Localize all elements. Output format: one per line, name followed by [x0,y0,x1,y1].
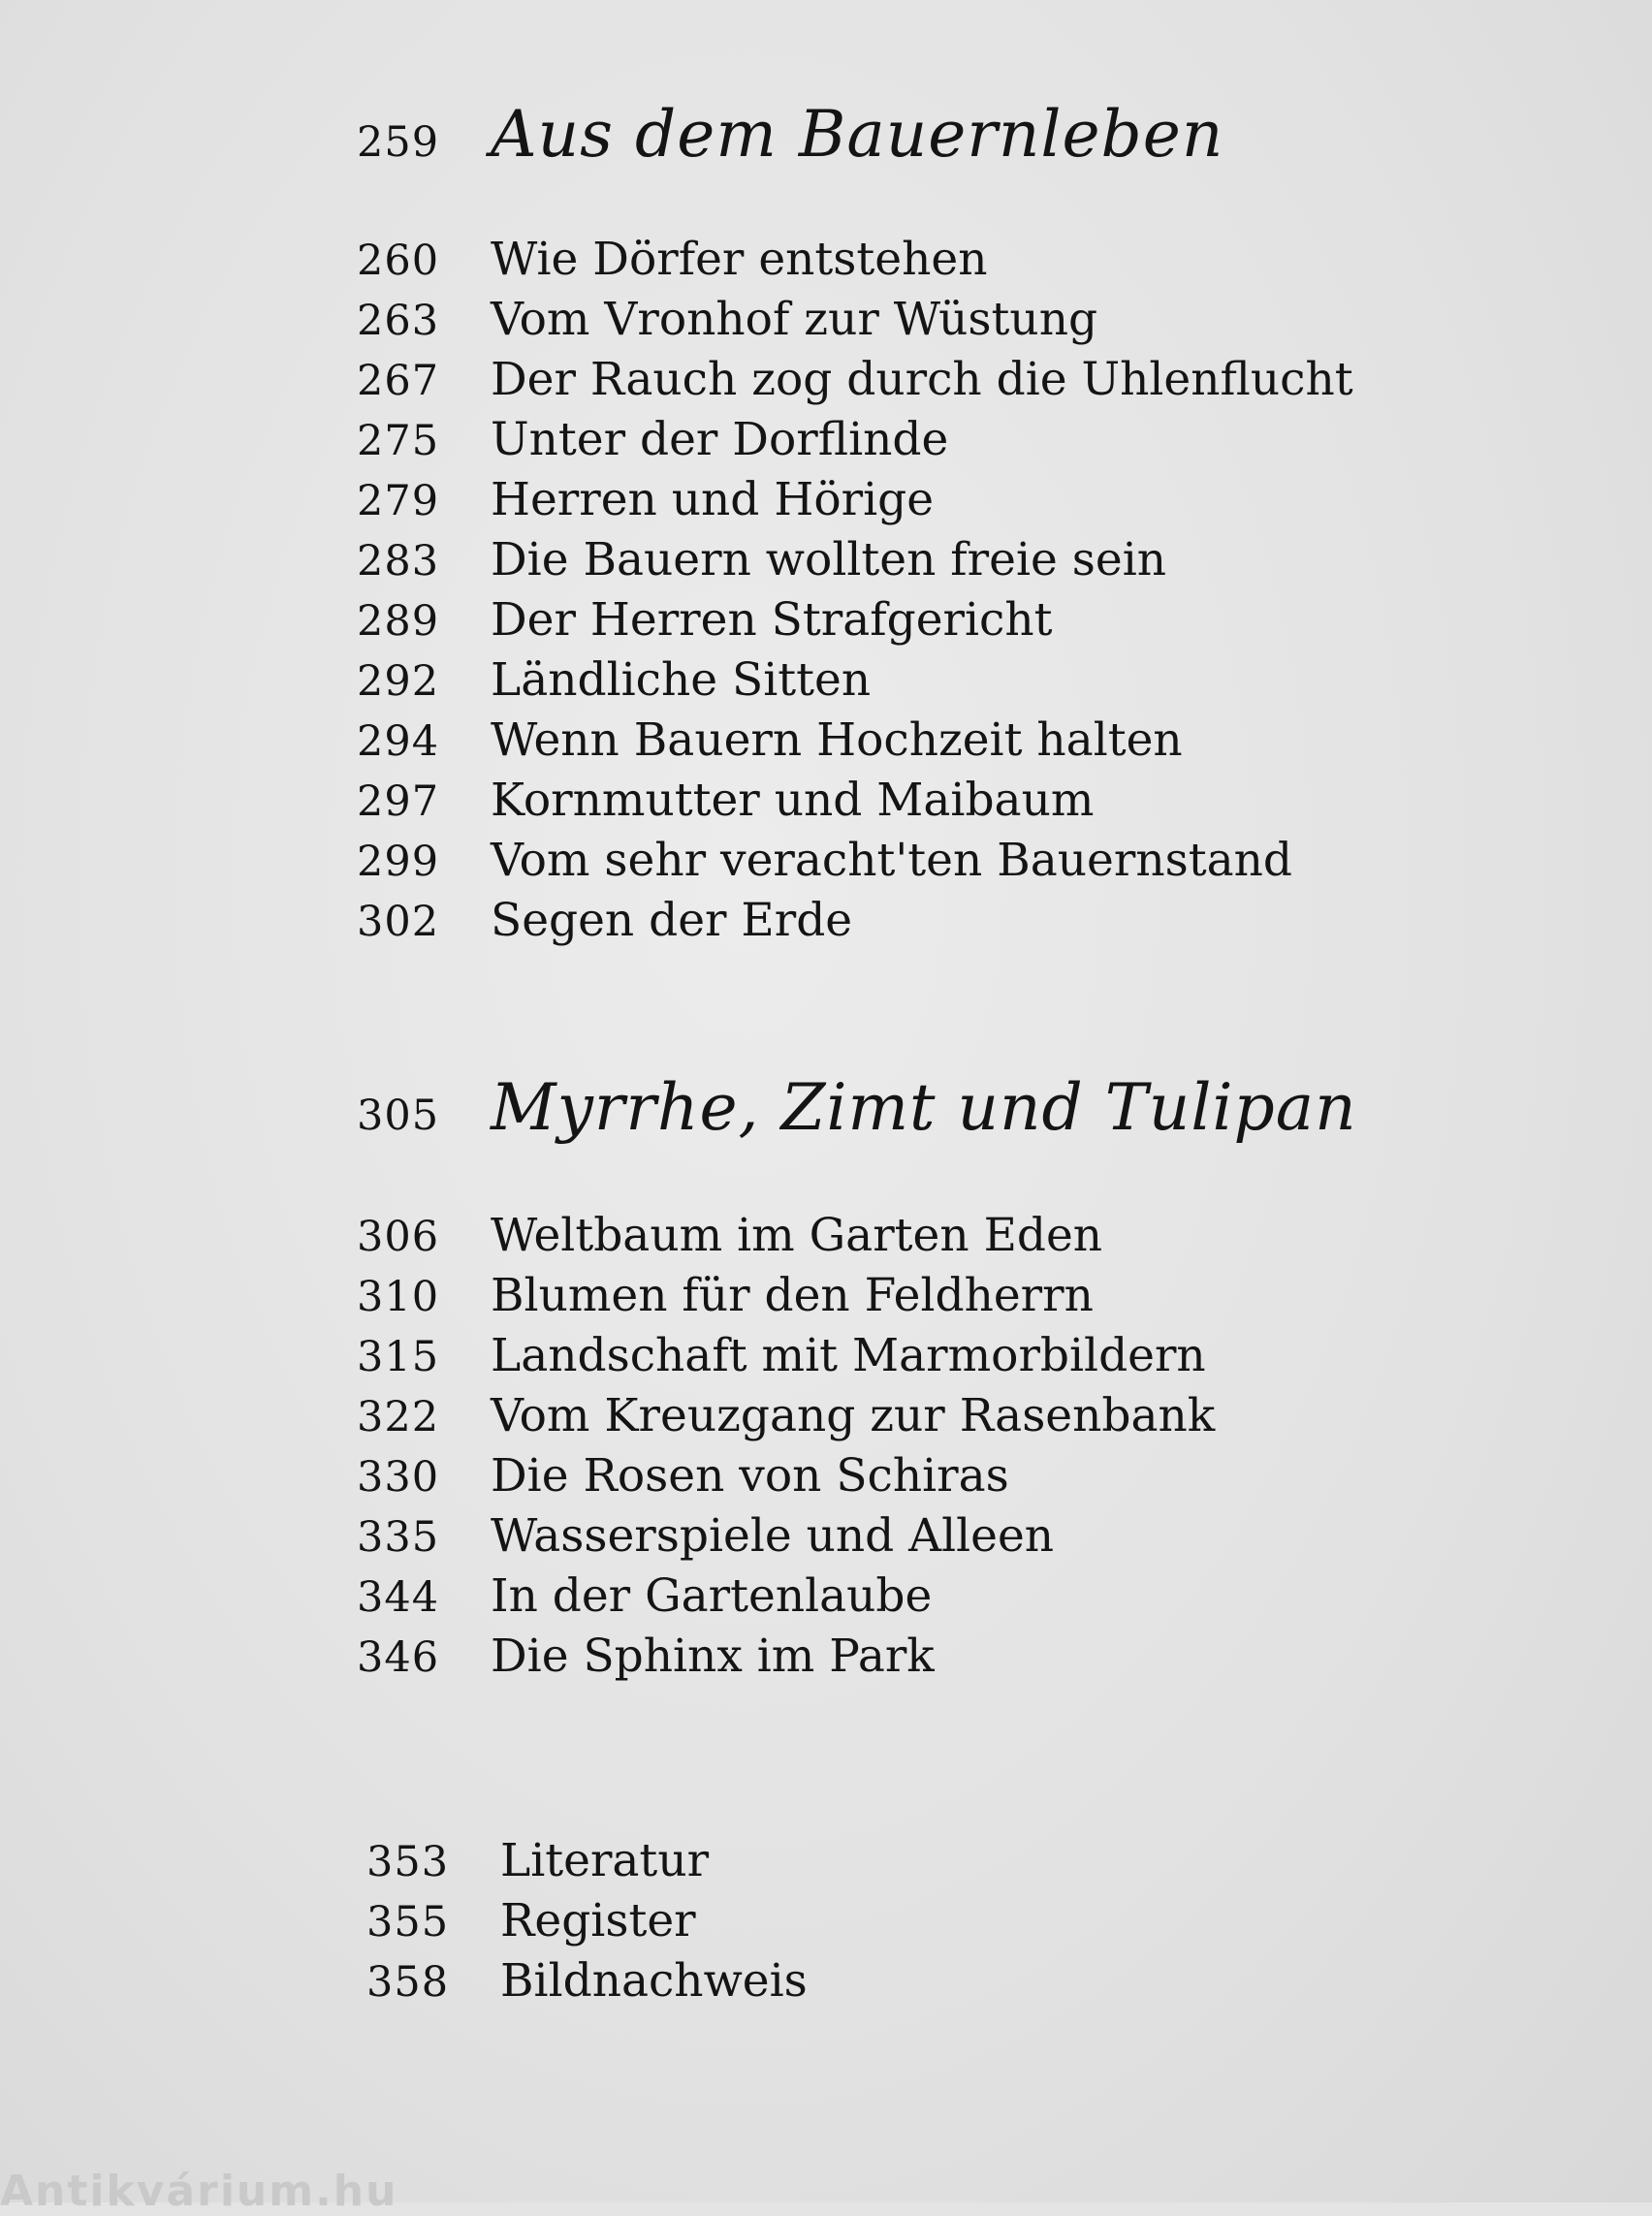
toc-entry [357,1389,1215,1449]
toc-title: Vom Kreuzgang zur Rasenbank [491,1389,1216,1442]
toc-page-number: 315 [357,1333,440,1381]
heading-page-number: 259 [357,118,440,167]
toc-title: Die Sphinx im Park [491,1630,935,1683]
toc-page-number: 263 [357,297,440,345]
heading-title: Aus dem Bauernleben [491,97,1224,172]
toc-title: Die Bauern wollten freie sein [491,533,1166,586]
toc-page-number: 302 [357,898,440,946]
toc-entry [357,894,1353,954]
toc-page-number: 260 [357,237,440,285]
toc-page-number: 355 [366,1898,450,1947]
toc-title: Weltbaum im Garten Eden [491,1209,1103,1262]
toc-page-number: 292 [357,657,440,706]
toc-title: Wie Dörfer entstehen [491,233,988,286]
toc-title: Vom Vronhof zur Wüstung [491,293,1098,346]
toc-entry [366,1834,808,1894]
toc-entry [366,1894,808,1954]
toc-list-back-matter [366,1834,808,2014]
toc-title: Herren und Hörige [491,473,935,526]
toc-page-number: 279 [357,477,440,525]
toc-page-number: 306 [357,1213,440,1261]
heading-row [357,1070,1357,1145]
toc-title: Unter der Dorflinde [491,413,949,466]
heading-page-number: 305 [357,1092,440,1140]
toc-page-number: 346 [357,1633,440,1682]
toc-title: Die Rosen von Schiras [491,1449,1009,1503]
toc-entry [357,713,1353,774]
toc-entry [357,293,1353,353]
toc-page-number: 358 [366,1958,450,2007]
toc-page-number: 330 [357,1453,440,1502]
toc-page-number: 353 [366,1838,450,1886]
toc-entry [357,413,1353,473]
toc-page-number: 283 [357,537,440,586]
toc-page-number: 335 [357,1513,440,1562]
toc-title: Vom sehr veracht'ten Bauernstand [491,834,1292,887]
toc-title: In der Gartenlaube [491,1569,933,1623]
heading-row [357,97,1224,172]
toc-list [357,1209,1215,1690]
toc-title: Wenn Bauern Hochzeit halten [491,713,1183,767]
toc-title: Der Rauch zog durch die Uhlenflucht [491,353,1353,406]
toc-title: Wasserspiele und Alleen [491,1509,1055,1563]
toc-entry [357,1509,1215,1569]
toc-entry [357,1329,1215,1389]
toc-page-number: 275 [357,417,440,465]
toc-title: Bildnachweis [500,1954,808,2008]
toc-title: Register [500,1894,696,1947]
toc-title: Ländliche Sitten [491,653,872,707]
toc-title: Kornmutter und Maibaum [491,774,1095,827]
toc-entry [357,774,1353,834]
toc-entry [357,473,1353,533]
toc-page-number: 289 [357,597,440,646]
watermark: Antikvárium.hu [0,2167,398,2216]
toc-entry [357,653,1353,713]
toc-page-number: 322 [357,1393,440,1441]
section-heading [357,97,1224,172]
toc-entry [357,533,1353,593]
toc-entry [357,834,1353,894]
toc-title: Literatur [500,1834,710,1887]
toc-list [357,233,1353,954]
toc-page-number: 267 [357,357,440,405]
toc-entry [357,353,1353,413]
toc-entry [357,1569,1215,1630]
toc-page-number: 310 [357,1273,440,1321]
toc-title: Blumen für den Feldherrn [491,1269,1094,1322]
toc-title: Der Herren Strafgericht [491,593,1053,647]
heading-title: Myrrhe, Zimt und Tulipan [491,1070,1357,1145]
section-heading [357,1070,1357,1145]
toc-page-number: 294 [357,717,440,766]
toc-page-number: 299 [357,838,440,886]
toc-entry [357,233,1353,293]
toc-entry [357,1630,1215,1690]
toc-entry [357,1449,1215,1509]
toc-title: Segen der Erde [491,894,853,947]
toc-entry [357,593,1353,653]
toc-page-number: 344 [357,1573,440,1622]
toc-title: Landschaft mit Marmorbildern [491,1329,1206,1382]
toc-page-number: 297 [357,777,440,826]
toc-entry [366,1954,808,2014]
toc-entry [357,1269,1215,1329]
toc-entry [357,1209,1215,1269]
